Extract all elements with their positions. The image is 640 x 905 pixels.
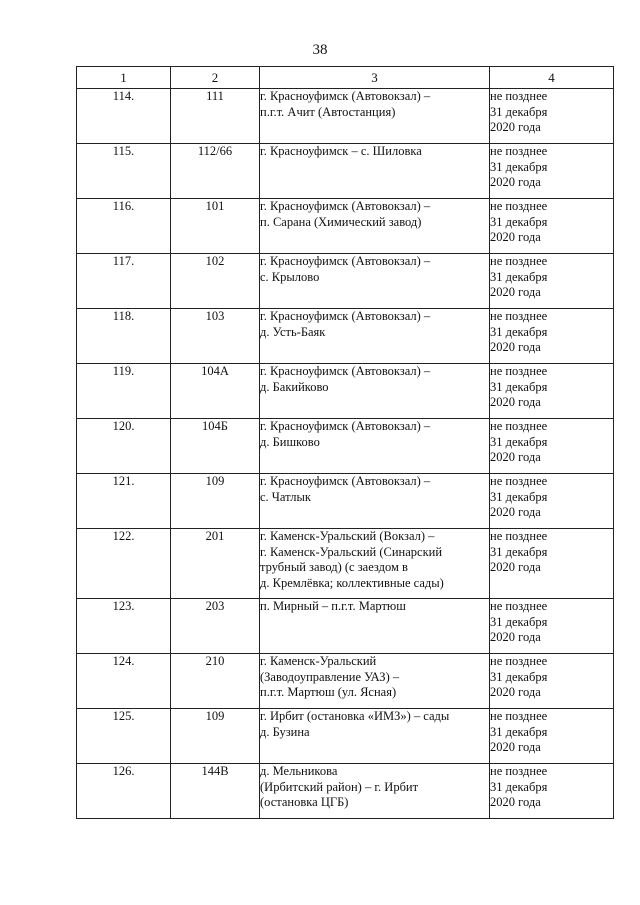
- deadline-line: 2020 года: [490, 450, 541, 464]
- route-description-line: д. Бузина: [260, 724, 310, 739]
- deadline-line: 31 декабря: [490, 379, 548, 394]
- row-number-cell: 115.: [77, 144, 171, 199]
- table-header-row: [77, 67, 614, 89]
- route-number-cell: 203: [171, 599, 260, 654]
- column-header-2: 2: [171, 67, 260, 89]
- row-number-cell: 124.: [77, 654, 171, 709]
- route-description-line: с. Чатлык: [260, 489, 312, 504]
- table-row: [77, 474, 614, 529]
- deadline-line: 2020 года: [490, 285, 541, 299]
- route-description-line: п. Сарана (Химический завод): [260, 214, 422, 229]
- route-description-cell: [260, 89, 490, 144]
- column-header-4: 4: [490, 67, 614, 89]
- deadline-cell: [490, 254, 614, 309]
- route-description-cell: [260, 474, 490, 529]
- route-description-line: (остановка ЦГБ): [260, 795, 349, 809]
- deadline-cell: [490, 654, 614, 709]
- row-number-cell: 114.: [77, 89, 171, 144]
- row-number-cell: 123.: [77, 599, 171, 654]
- deadline-line: не позднее: [490, 144, 548, 158]
- route-number-cell: 102: [171, 254, 260, 309]
- route-description-line: г. Красноуфимск – с. Шиловка: [260, 144, 422, 158]
- table-row: [77, 309, 614, 364]
- deadline-line: 2020 года: [490, 505, 541, 519]
- route-description-cell: [260, 764, 490, 819]
- deadline-line: 31 декабря: [490, 159, 548, 174]
- table-row: [77, 419, 614, 474]
- route-description-line: г. Ирбит (остановка «ИМЗ») – сады: [260, 709, 450, 723]
- deadline-line: не позднее: [490, 599, 548, 613]
- route-number-cell: 104Б: [171, 419, 260, 474]
- route-description-line: д. Кремлёвка; коллективные сады): [260, 575, 444, 590]
- deadline-line: 31 декабря: [490, 324, 548, 339]
- route-number-cell: 109: [171, 474, 260, 529]
- route-description-line: г. Красноуфимск (Автовокзал) –: [260, 364, 431, 378]
- route-description-line: п.г.т. Ачит (Автостанция): [260, 104, 396, 119]
- route-description-line: г. Красноуфимск (Автовокзал) –: [260, 309, 431, 323]
- deadline-cell: [490, 199, 614, 254]
- deadline-cell: [490, 364, 614, 419]
- deadline-cell: [490, 419, 614, 474]
- deadline-line: 31 декабря: [490, 104, 548, 119]
- deadline-line: 2020 года: [490, 630, 541, 644]
- route-description-line: г. Красноуфимск (Автовокзал) –: [260, 419, 431, 433]
- route-description-line: г. Красноуфимск (Автовокзал) –: [260, 474, 431, 488]
- deadline-line: не позднее: [490, 709, 548, 723]
- table-row: [77, 599, 614, 654]
- route-number-cell: 101: [171, 199, 260, 254]
- deadline-line: не позднее: [490, 474, 548, 488]
- deadline-line: не позднее: [490, 654, 548, 668]
- deadline-line: не позднее: [490, 254, 548, 268]
- route-description-cell: [260, 364, 490, 419]
- deadline-line: не позднее: [490, 89, 548, 103]
- row-number-cell: 119.: [77, 364, 171, 419]
- route-description-line: п.г.т. Мартюш (ул. Ясная): [260, 685, 397, 699]
- deadline-line: 2020 года: [490, 120, 541, 134]
- table-row: [77, 529, 614, 599]
- row-number-cell: 126.: [77, 764, 171, 819]
- route-number-cell: 112/66: [171, 144, 260, 199]
- route-description-cell: [260, 309, 490, 364]
- deadline-line: не позднее: [490, 764, 548, 778]
- route-number-cell: 104А: [171, 364, 260, 419]
- deadline-line: 31 декабря: [490, 724, 548, 739]
- route-description-line: (Ирбитский район) – г. Ирбит: [260, 779, 419, 794]
- deadline-cell: [490, 529, 614, 599]
- table-row: [77, 254, 614, 309]
- route-description-cell: [260, 419, 490, 474]
- route-description-cell: [260, 254, 490, 309]
- deadline-line: 31 декабря: [490, 489, 548, 504]
- deadline-line: не позднее: [490, 529, 548, 543]
- row-number-cell: 120.: [77, 419, 171, 474]
- route-description-line: д. Бишково: [260, 434, 320, 449]
- route-description-line: с. Крылово: [260, 269, 320, 284]
- route-description-line: п. Мирный – п.г.т. Мартюш: [260, 599, 406, 613]
- route-description-cell: [260, 599, 490, 654]
- table-row: [77, 144, 614, 199]
- deadline-line: 2020 года: [490, 740, 541, 754]
- deadline-cell: [490, 599, 614, 654]
- route-number-cell: 103: [171, 309, 260, 364]
- route-description-line: д. Усть-Баяк: [260, 324, 326, 339]
- route-description-cell: [260, 199, 490, 254]
- row-number-cell: 118.: [77, 309, 171, 364]
- deadline-line: 2020 года: [490, 395, 541, 409]
- deadline-line: не позднее: [490, 199, 548, 213]
- deadline-line: 31 декабря: [490, 214, 548, 229]
- route-number-cell: 109: [171, 709, 260, 764]
- route-description-line: г. Каменск-Уральский (Синарский: [260, 544, 443, 559]
- deadline-line: 31 декабря: [490, 779, 548, 794]
- deadline-line: 2020 года: [490, 795, 541, 809]
- route-description-line: (Заводоуправление УАЗ) –: [260, 669, 400, 684]
- deadline-cell: [490, 309, 614, 364]
- route-description-cell: [260, 654, 490, 709]
- route-number-cell: 111: [171, 89, 260, 144]
- table-row: [77, 764, 614, 819]
- row-number-cell: 116.: [77, 199, 171, 254]
- deadline-line: не позднее: [490, 419, 548, 433]
- route-description-cell: [260, 529, 490, 599]
- deadline-line: 31 декабря: [490, 614, 548, 629]
- deadline-line: 31 декабря: [490, 669, 548, 684]
- deadline-line: 31 декабря: [490, 269, 548, 284]
- route-description-line: д. Мельникова: [260, 764, 338, 778]
- deadline-line: 31 декабря: [490, 434, 548, 449]
- route-description-line: г. Красноуфимск (Автовокзал) –: [260, 254, 431, 268]
- table-row: [77, 89, 614, 144]
- route-description-line: г. Каменск-Уральский (Вокзал) –: [260, 529, 435, 543]
- deadline-cell: [490, 764, 614, 819]
- column-header-1: 1: [77, 67, 171, 89]
- deadline-cell: [490, 474, 614, 529]
- route-number-cell: 210: [171, 654, 260, 709]
- deadline-line: 2020 года: [490, 340, 541, 354]
- route-number-cell: 201: [171, 529, 260, 599]
- route-description-line: г. Каменск-Уральский: [260, 654, 377, 668]
- row-number-cell: 122.: [77, 529, 171, 599]
- deadline-line: 2020 года: [490, 230, 541, 244]
- deadline-line: 31 декабря: [490, 544, 548, 559]
- row-number-cell: 117.: [77, 254, 171, 309]
- route-description-cell: [260, 144, 490, 199]
- route-description-cell: [260, 709, 490, 764]
- deadline-line: не позднее: [490, 309, 548, 323]
- routes-table: [76, 66, 614, 819]
- route-description-line: трубный завод) (с заездом в: [260, 560, 408, 574]
- route-number-cell: 144В: [171, 764, 260, 819]
- deadline-line: 2020 года: [490, 175, 541, 189]
- deadline-cell: [490, 89, 614, 144]
- table-row: [77, 709, 614, 764]
- deadline-cell: [490, 144, 614, 199]
- table-row: [77, 364, 614, 419]
- row-number-cell: 125.: [77, 709, 171, 764]
- route-description-line: г. Красноуфимск (Автовокзал) –: [260, 199, 431, 213]
- deadline-cell: [490, 709, 614, 764]
- route-description-line: д. Бакийково: [260, 379, 329, 394]
- deadline-line: не позднее: [490, 364, 548, 378]
- deadline-line: 2020 года: [490, 560, 541, 574]
- row-number-cell: 121.: [77, 474, 171, 529]
- deadline-line: 2020 года: [490, 685, 541, 699]
- column-header-3: 3: [260, 67, 490, 89]
- route-description-line: г. Красноуфимск (Автовокзал) –: [260, 89, 431, 103]
- table-row: [77, 199, 614, 254]
- page-number: 38: [312, 42, 328, 58]
- table-row: [77, 654, 614, 709]
